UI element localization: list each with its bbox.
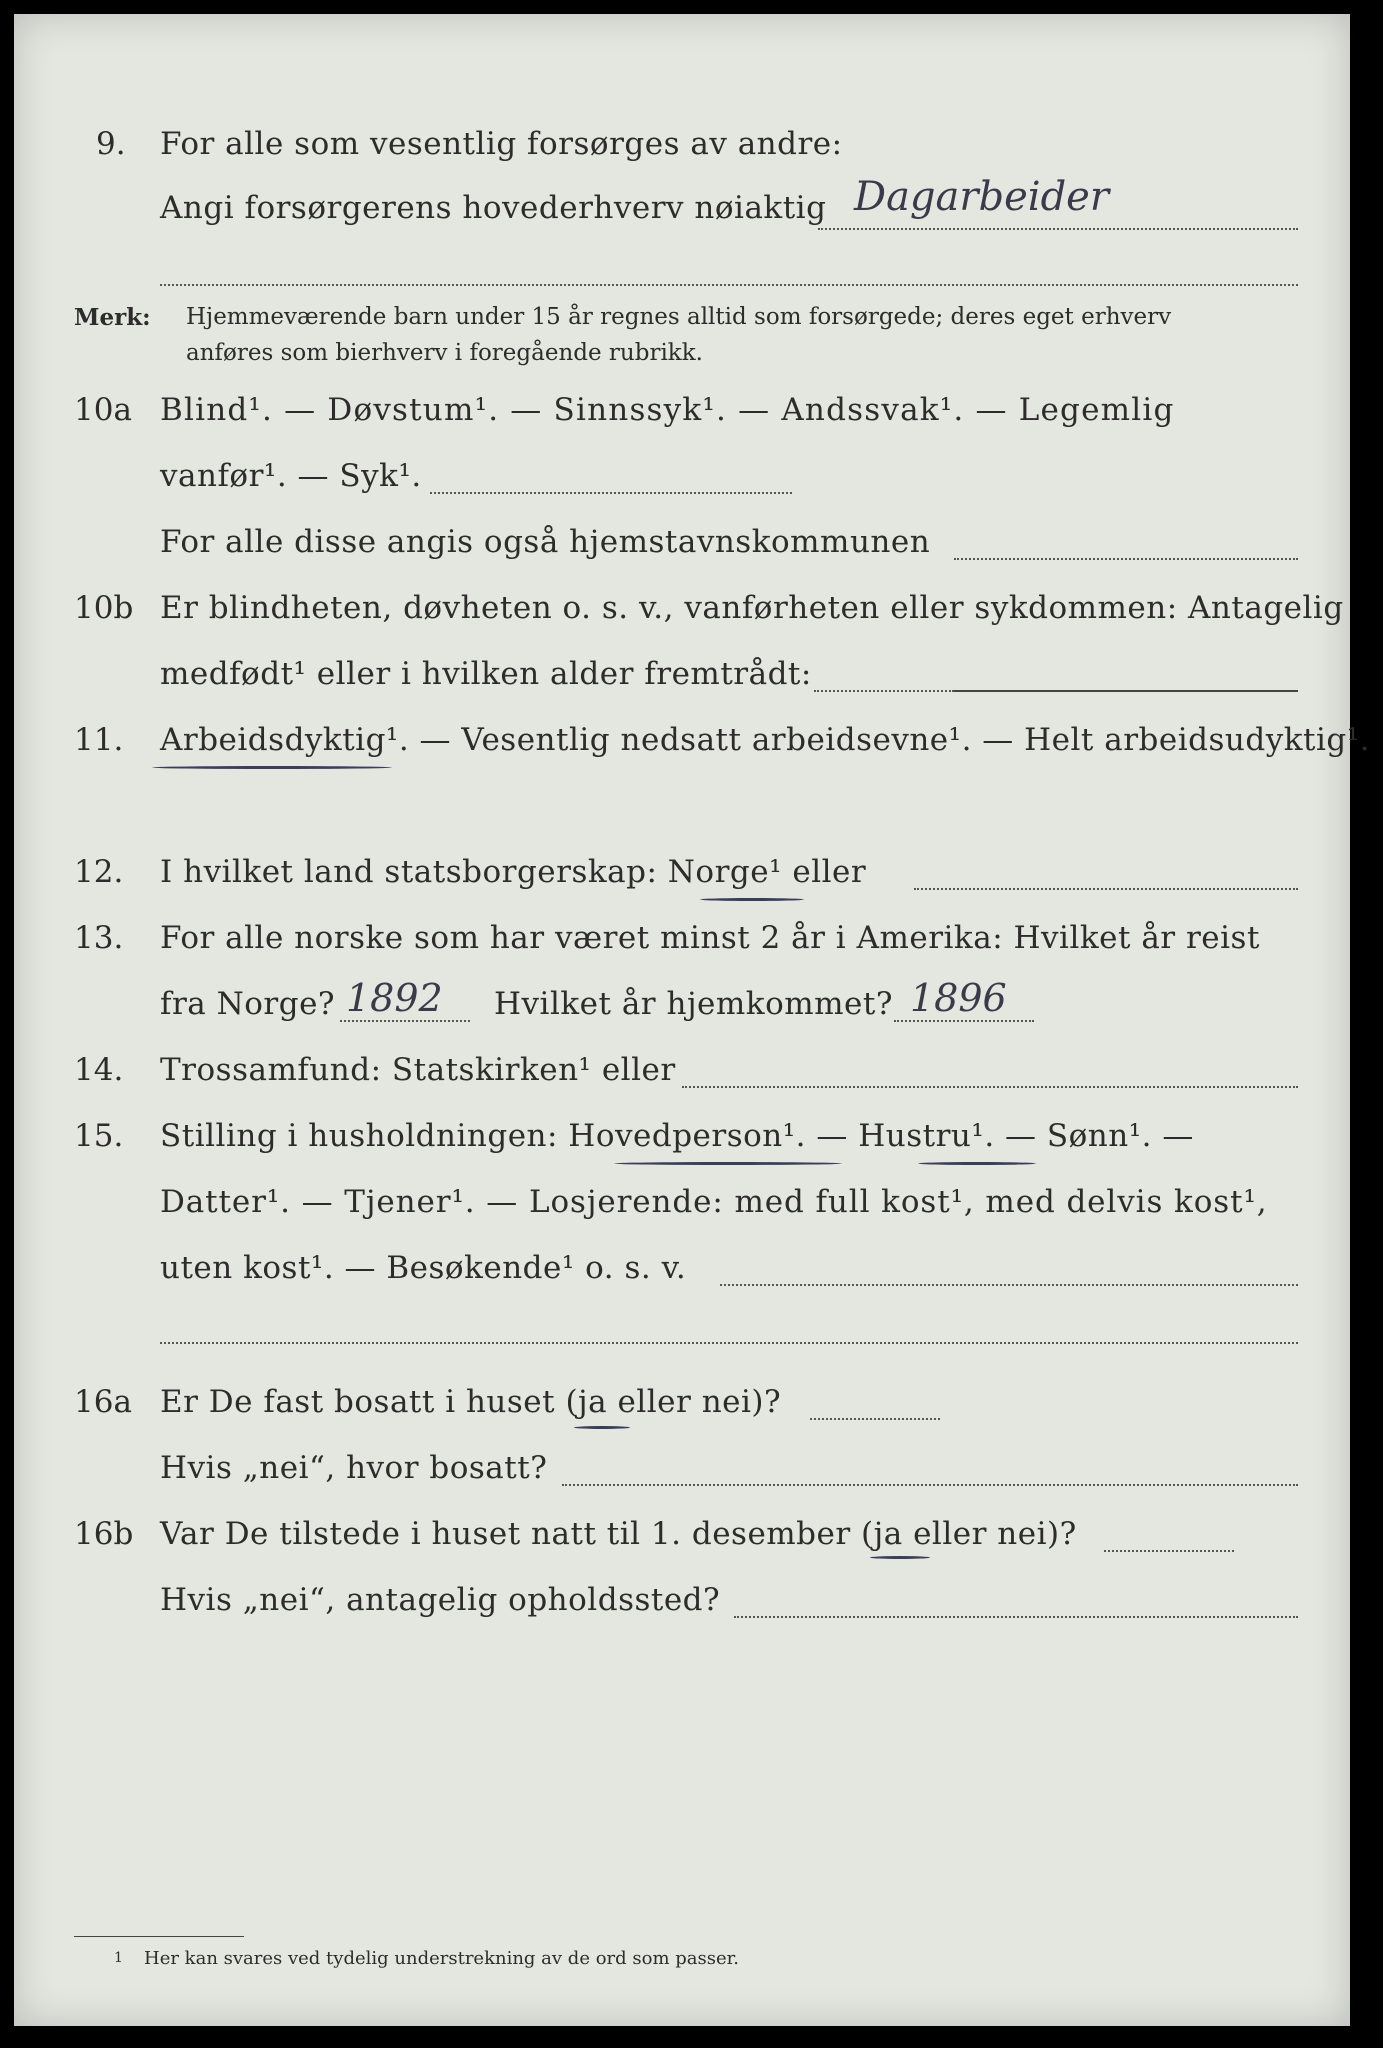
q10b-line2: medfødt¹ eller i hvilken alder fremtrådt: [160, 656, 812, 692]
q10a-line2: vanfør¹. — Syk¹. [160, 458, 422, 494]
q10a-line3-dotted [954, 558, 1298, 560]
q11-pen-underline [152, 766, 392, 769]
q12-dotted [914, 888, 1298, 890]
q14-line1: Trossamfund: Statskirken¹ eller [160, 1052, 676, 1088]
q15-line2: Datter¹. — Tjener¹. — Losjerende: med full kost¹, med delvis kost¹, [160, 1184, 1268, 1220]
q9-line2: Angi forsørgerens hovederhverv nøiaktig [160, 190, 827, 226]
q16b-pen-underline-ja [870, 1556, 930, 1559]
q16b-line1-dotted [1104, 1550, 1234, 1552]
q10b-line1: Er blindheten, døvheten o. s. v., vanførheten eller sykdommen: Antagelig [160, 590, 1344, 626]
q15-line3: uten kost¹. — Besøkende¹ o. s. v. [160, 1250, 687, 1286]
q16a-line2: Hvis „nei“, hvor bosatt? [160, 1450, 548, 1486]
q9-answer-dotted-line [818, 228, 1298, 230]
q16b-line1: Var De tilstede i huset natt til 1. desember (ja eller nei)? [160, 1516, 1077, 1552]
q10a-line2-dotted [430, 492, 792, 494]
footnote-mark: 1 [114, 1950, 123, 1966]
q9-answer-handwriting: Dagarbeider [854, 174, 1109, 220]
merk-label: Merk: [74, 304, 151, 331]
merk-line2: anføres som bierhverv i foregående rubrikk. [186, 340, 703, 366]
q12-pen-underline [700, 898, 804, 901]
q10a-line3: For alle disse angis også hjemstavnskommunen [160, 524, 931, 560]
census-form-page [14, 14, 1371, 2026]
q16a-number: 16a [74, 1384, 132, 1420]
q16b-line2-dotted [734, 1616, 1298, 1618]
q13-left-dotted [340, 1020, 470, 1022]
q11-line1: Arbeidsdyktig¹. — Vesentlig nedsatt arbeidsevne¹. — Helt arbeidsudyktig¹. [160, 722, 1371, 758]
q14-number: 14. [74, 1052, 124, 1088]
q10a-line1: Blind¹. — Døvstum¹. — Sinnssyk¹. — Andssvak¹. — Legemlig [160, 392, 1175, 428]
q13-answer-returned: 1896 [910, 976, 1007, 1020]
q15-pen-underline-hustru [918, 1162, 1036, 1165]
q15-line3-dotted [720, 1284, 1298, 1286]
q14-dotted [682, 1086, 1298, 1088]
q9-line1: For alle som vesentlig forsørges av andre: [160, 126, 843, 162]
q10a-number: 10a [74, 392, 132, 428]
q13-returned-dotted [894, 1020, 1034, 1022]
footnote-separator [74, 1936, 244, 1937]
q15-pen-underline-hovedperson [614, 1162, 842, 1165]
q9-number: 9. [96, 126, 126, 162]
q11-number: 11. [74, 722, 124, 758]
q13-line2a: fra Norge? [160, 986, 336, 1022]
q12-line1: I hvilket land statsborgerskap: Norge¹ eller [160, 854, 867, 890]
q12-number: 12. [74, 854, 124, 890]
q15-number: 15. [74, 1118, 124, 1154]
q16a-line1-dotted [810, 1418, 940, 1420]
q16a-pen-underline-ja [574, 1426, 630, 1429]
q16a-line2-dotted [562, 1484, 1298, 1486]
q10b-rule [954, 690, 1298, 692]
q16b-line2: Hvis „nei“, antagelig opholdssted? [160, 1582, 721, 1618]
q16a-line1: Er De fast bosatt i huset (ja eller nei)? [160, 1384, 782, 1420]
q13-line1: For alle norske som har været minst 2 år i Amerika: Hvilket år reist [160, 920, 1260, 956]
merk-line1: Hjemmeværende barn under 15 år regnes alltid som forsørgede; deres eget erhverv [186, 304, 1172, 330]
q13-answer-left: 1892 [346, 976, 443, 1020]
q10b-dotted [814, 690, 954, 692]
q9-extra-dotted-line [160, 284, 1298, 286]
q13-line2b: Hvilket år hjemkommet? [494, 986, 893, 1022]
q15-extra-dotted [160, 1342, 1298, 1344]
q15-line1: Stilling i husholdningen: Hovedperson¹. — Hustru¹. — Sønn¹. — [160, 1118, 1194, 1154]
q13-number: 13. [74, 920, 124, 956]
q16b-number: 16b [74, 1516, 134, 1552]
footnote-text: Her kan svares ved tydelig understrekning av de ord som passer. [144, 1948, 739, 1969]
q10b-number: 10b [74, 590, 134, 626]
